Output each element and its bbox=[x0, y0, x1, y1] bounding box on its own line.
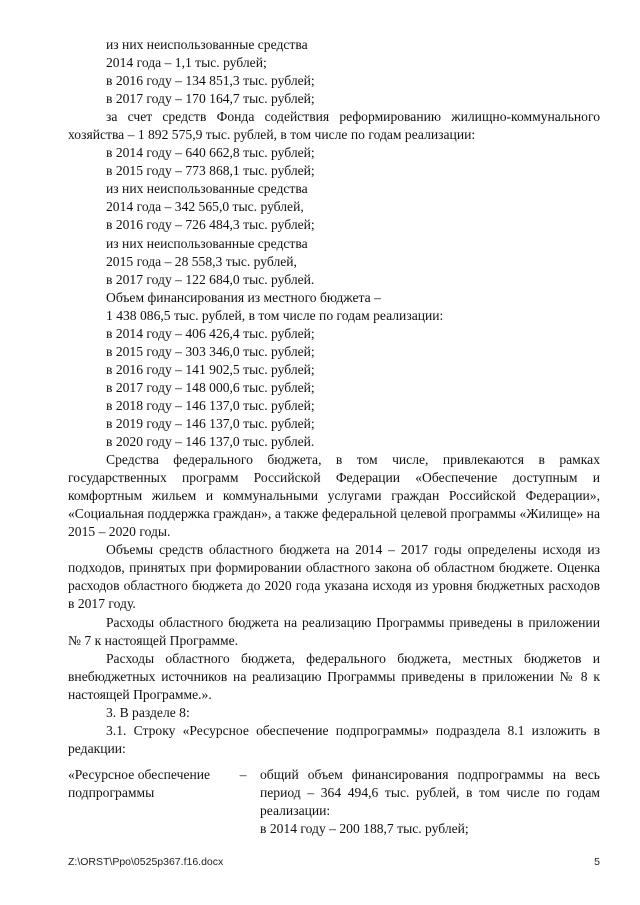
resource-table bbox=[68, 766, 600, 838]
text-line: в 2016 году – 726 484,3 тыс. рублей; bbox=[106, 217, 315, 233]
text-line: в 2016 году – 134 851,3 тыс. рублей; bbox=[106, 73, 315, 89]
section-heading: 3. В разделе 8: bbox=[106, 704, 190, 720]
document-body bbox=[68, 36, 600, 758]
row-line: в 2014 году – 200 188,7 тыс. рублей; bbox=[260, 821, 469, 837]
text-line: в 2016 году – 141 902,5 тыс. рублей; bbox=[106, 361, 315, 377]
text-line: Объем финансирования из местного бюджета – bbox=[106, 289, 381, 305]
fund-paragraph: за счет средств Фонда содействия реформированию жилищно-коммунального хозяйства – 1 892 575,9 тыс. рублей, в том числе по годам реализации: bbox=[68, 109, 600, 143]
text-line: в 2015 году – 773 868,1 тыс. рублей; bbox=[106, 163, 315, 179]
text-line: из них неиспользованные средства bbox=[106, 235, 308, 251]
paragraph-appendix-7: Расходы областного бюджета на реализацию Программы приведены в приложении № 7 к настоящей Программе. bbox=[68, 614, 600, 648]
paragraph-federal: Средства федерального бюджета, в том числе, привлекаются в рамках государственных программ Российской Федерации «Обеспечение доступным и комфортным жильем и коммунальными услугами граждан Российской Федерации», «Социальная поддержка граждан», а также федеральной целевой программы «Жилище» на 2015 – 2020 годы. bbox=[68, 452, 600, 540]
text-line: в 2018 году – 146 137,0 тыс. рублей; bbox=[106, 397, 315, 413]
text-line: в 2014 году – 406 426,4 тыс. рублей; bbox=[106, 325, 315, 341]
page-number: 5 bbox=[594, 856, 600, 868]
text-line: в 2014 году – 640 662,8 тыс. рублей; bbox=[106, 145, 315, 161]
text-line: 2014 года – 1,1 тыс. рублей; bbox=[106, 55, 267, 71]
row-text: общий объем финансирования подпрограммы на весь период – 364 494,6 тыс. рублей, в том числе по годам реализации: bbox=[260, 767, 600, 819]
text-line: 1 438 086,5 тыс. рублей, в том числе по годам реализации: bbox=[106, 307, 444, 323]
text-line: в 2020 году – 146 137,0 тыс. рублей. bbox=[106, 434, 315, 450]
text-line: 2014 года – 342 565,0 тыс. рублей, bbox=[106, 199, 304, 215]
text-line: в 2015 году – 303 346,0 тыс. рублей; bbox=[106, 343, 315, 359]
text-line: из них неиспользованные средства bbox=[106, 181, 308, 197]
paragraph-3-1: 3.1. Строку «Ресурсное обеспечение подпрограммы» подраздела 8.1 изложить в редакции: bbox=[68, 722, 600, 756]
table-row bbox=[68, 766, 600, 838]
text-line: в 2017 году – 170 164,7 тыс. рублей; bbox=[106, 91, 315, 107]
text-line: в 2017 году – 122 684,0 тыс. рублей. bbox=[106, 271, 315, 287]
file-path: Z:\ORST\Ppo\0525p367.f16.docx bbox=[68, 856, 224, 868]
paragraph-regional: Объемы средств областного бюджета на 2014 – 2017 годы определены исходя из подходов, принятых при формировании областного закона об областном бюджете. Оценка расходов областного бюджета до 2020 года указана исходя из уровня бюджетных расходов в 2017 году. bbox=[68, 542, 600, 612]
text-line: в 2019 году – 146 137,0 тыс. рублей; bbox=[106, 415, 315, 431]
row-content bbox=[260, 766, 600, 838]
text-line: в 2017 году – 148 000,6 тыс. рублей; bbox=[106, 379, 315, 395]
row-dash: – bbox=[239, 767, 247, 782]
paragraph-appendix-8: Расходы областного бюджета, федерального бюджета, местных бюджетов и внебюджетных источников на реализацию Программы приведены в приложении № 8 к настоящей Программе.». bbox=[68, 650, 600, 702]
text-line: из них неиспользованные средства bbox=[106, 37, 308, 52]
page-footer bbox=[68, 856, 600, 868]
text-line: 2015 года – 28 558,3 тыс. рублей, bbox=[106, 253, 297, 269]
row-label: «Ресурсное обеспечение подпрограммы bbox=[68, 767, 211, 801]
